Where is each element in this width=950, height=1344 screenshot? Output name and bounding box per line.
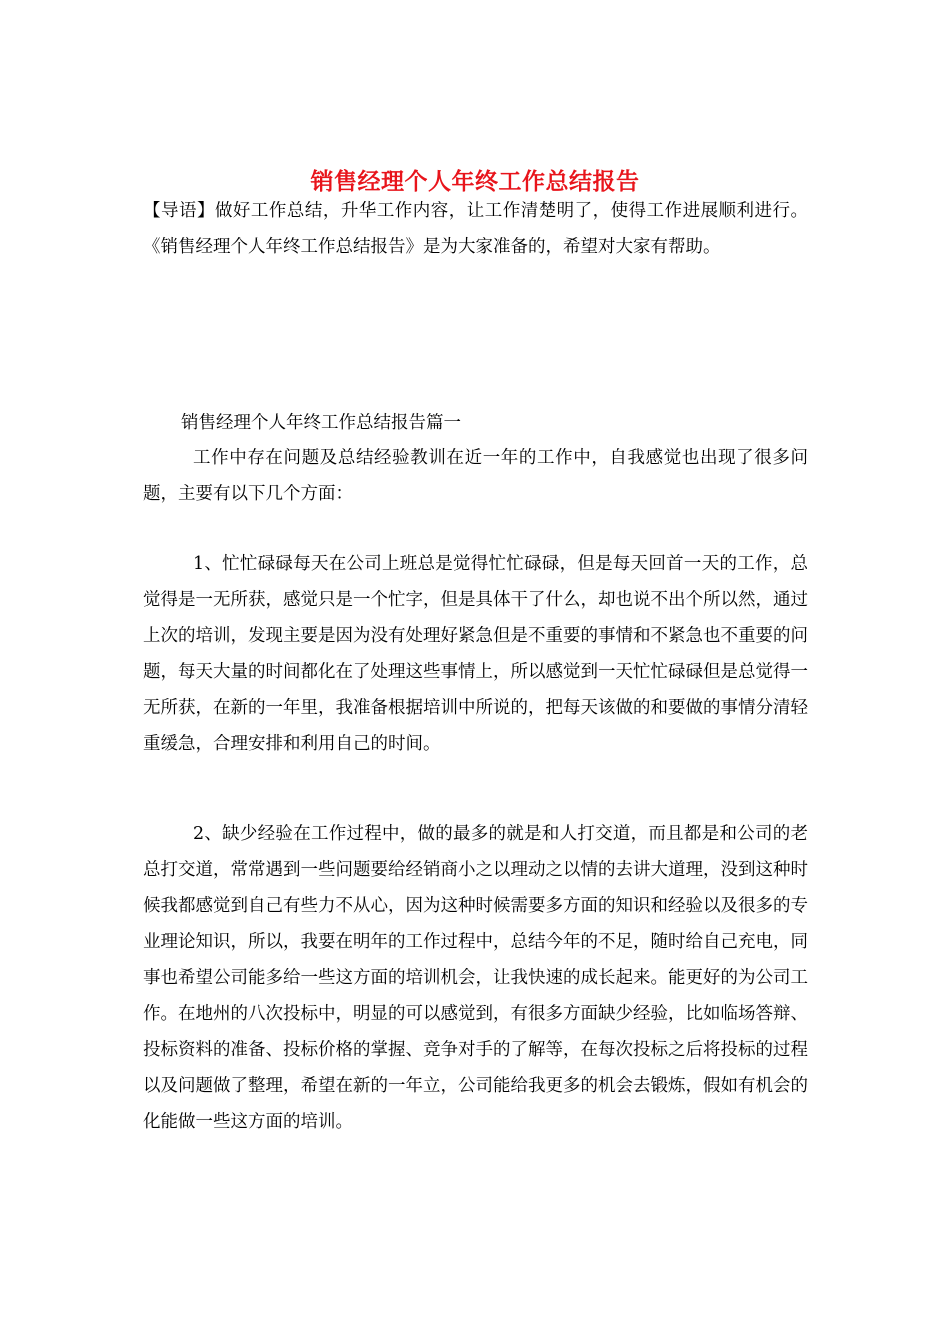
document-title: 销售经理个人年终工作总结报告 bbox=[310, 168, 640, 196]
body-paragraph-2: 1、忙忙碌碌每天在公司上班总是觉得忙忙碌碌，但是每天回首一天的工作，总觉得是一无所获，感觉只是一个忙字，但是具体干了什么，却也说不出个所以然，通过上次的培训，发现主要是因为没有处理好紧急但是不重要的事情和不紧急也不重要的问题，每天大量的时间都化在了处理这些事情上，所以感觉到一天忙忙碌碌但是总觉得一无所获，在新的一年里，我准备根据培训中所说的，把每天该做的和要做的事情分清轻重缓急，合理安排和利用自己的时间。 bbox=[143, 554, 808, 754]
intro-paragraph: 【导语】做好工作总结，升华工作内容，让工作清楚明了，使得工作进展顺利进行。《销售经理个人年终工作总结报告》是为大家准备的，希望对大家有帮助。 bbox=[143, 201, 808, 257]
body-paragraph-1: 工作中存在问题及总结经验教训在近一年的工作中，自我感觉也出现了很多问题，主要有以下几个方面： bbox=[143, 448, 808, 504]
section-heading: 销售经理个人年终工作总结报告篇一 bbox=[181, 413, 461, 433]
body-paragraph-3: 2、缺少经验在工作过程中，做的最多的就是和人打交道，而且都是和公司的老总打交道，常常遇到一些问题要给经销商小之以理动之以情的去讲大道理，没到这种时候我都感觉到自己有些力不从心，因为这种时候需要多方面的知识和经验以及很多的专业理论知识，所以，我要在明年的工作过程中，总结今年的不足，随时给自己充电，同事也希望公司能多给一些这方面的培训机会，让我快速的成长起来。能更好的为公司工作。在地州的八次投标中，明显的可以感觉到，有很多方面缺少经验，比如临场答辩、投标资料的准备、投标价格的掌握、竞争对手的了解等，在每次投标之后将投标的过程以及问题做了整理，希望在新的一年立，公司能给我更多的机会去锻炼，假如有机会的化能做一些这方面的培训。 bbox=[143, 824, 808, 1132]
